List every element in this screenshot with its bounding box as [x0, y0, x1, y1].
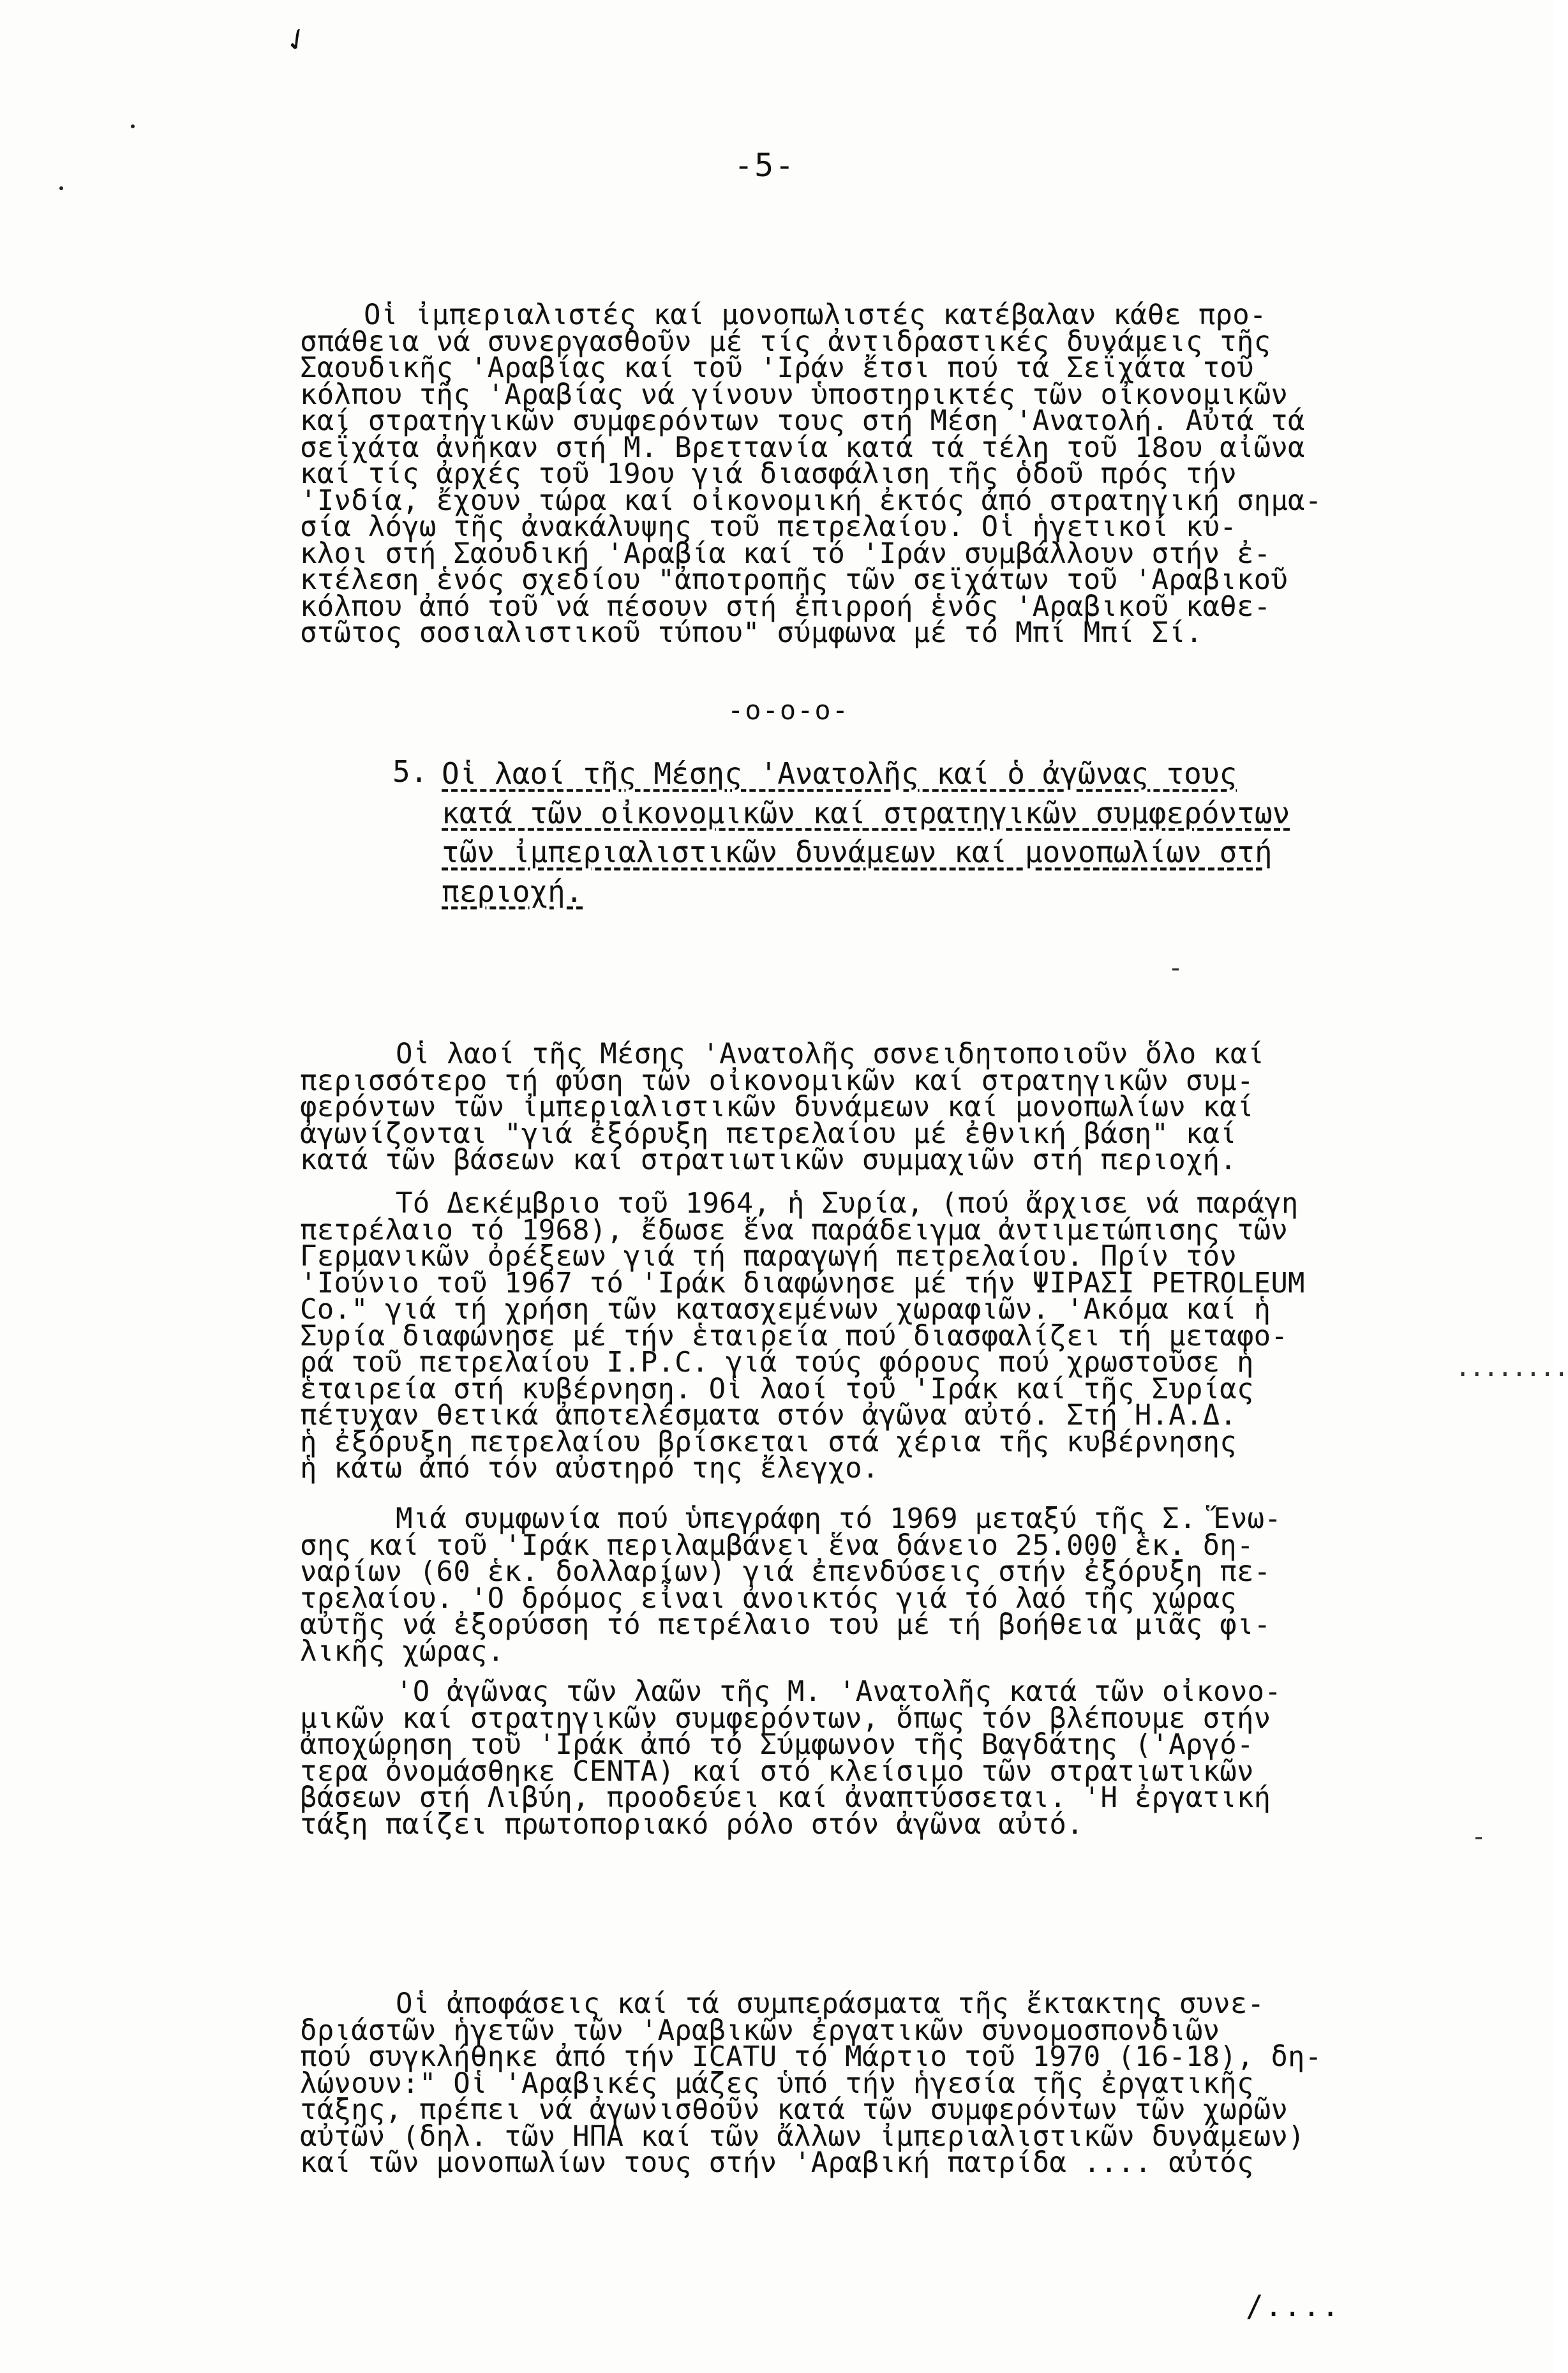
paragraph-1-text: Οἱ ἰμπεριαλιστές καί μονοπωλιστές κατέβαλαν κάθε προ- σπάθεια νά συνεργασθοῦν μέ τίς ἀντιδραστικές δυνάμεις τῆς Σαουδικῆς 'Αραβίας καί τοῦ 'Ιράν ἔτσι πού τά Σεΐχάτα τοῦ κόλπου τῆς 'Αραβίας νά γίνουν ὑποστηρικτές τῶν οἰκονομικῶν καί στρατηγικῶν συμφερόντων τους στή Μέση 'Ανατολή. Αὐτά τά σεΐχάτα ἀνῆκαν στή Μ. Βρεττανία κατά τά τέλη τοῦ 18ου αἰῶνα καί τίς ἀρχές τοῦ 19ου γιά διασφάλιση τῆς ὁδοῦ πρός τήν 'Ινδία, ἔχουν τώρα καί οἰκονομική ἐκτός ἀπό στρατηγική σημα- σία λόγω τῆς ἀνακάλυψης τοῦ πετρελαίου. Οἱ ἡγετικοί κύ- κλοι στή Σαουδική 'Αραβία καί τό 'Ιράν συμβάλλουν στήν ἐ- κτέλεση ἑνός σχεδίου "ἀποτροπῆς τῶν σεϊχάτων τοῦ 'Αραβικοῦ κόλπου ἀπό τοῦ νά πέσουν στή ἐπιρροή ἑνός 'Αραβικοῦ καθε- στῶτος σοσιαλιστικοῦ τύπου" σύμφωνα μέ τό Μπί Μπί Σί. — [300, 299, 1322, 649]
scan-speck — [131, 124, 135, 128]
margin-mark: - — [1471, 1822, 1487, 1852]
continuation-mark: /.... — [1246, 2289, 1341, 2323]
paragraph-4-text: Μιά συμφωνία πού ὑπεγράφη τό 1969 μεταξύ τῆς Σ. Ἕνω- σης καί τοῦ 'Ιράκ περιλαμβάνει ἕνα δάνειο 25.000 ἑκ. δη- ναρίων (60 ἑκ. δολλαρίων) γιά ἐπενδύσεις στήν ἐξόρυξη πε- τρελαίου. 'Ο δρόμος εἶναι ἀνοικτός γιά τό λαό τῆς χώρας αὐτῆς νά ἐξορύσση τό πετρέλαιο του μέ τή βοήθεια μιᾶς φι- λικῆς χώρας. — [300, 1502, 1281, 1668]
paragraph-6 — [300, 1938, 1554, 2229]
scan-speck — [59, 186, 63, 190]
paragraph-5-text: 'Ο ἀγῶνας τῶν λαῶν τῆς Μ. 'Ανατολῆς κατά τῶν οἰκονο- μικῶν καί στρατηγικῶν συμφερόντων, ὅπως τόν βλέπουμε στήν ἀποχώρηση τοῦ 'Ιράκ ἀπό τό Σύμφωνον τῆς Βαγδάτης ('Αργό- τερα ὀνομάσθηκε CENTA) καί στό κλείσιμο τῶν στρατιωτικῶν βάσεων στή Λιβύη, προοδεύει καί ἀναπτύσσεται. 'Η ἐργατική τάξη παίζει πρωτοποριακό ρόλο στόν ἀγῶνα αὐτό. — [300, 1675, 1281, 1841]
paragraph-5 — [300, 1626, 1554, 1890]
paragraph-6-text: Οἱ ἀποφάσεις καί τά συμπεράσματα τῆς ἔκτακτης συνε- δριάστῶν ἡγετῶν τῶν 'Αραβικῶν ἐργατικῶν συνομοσπονδιῶν πού συγκλήθηκε ἀπό τήν ICATU τό Μάρτιο τοῦ 1970 (16-18), δη- λώνουν:" Οἱ 'Αραβικές μάζες ὑπό τήν ἡγεσία τῆς ἐργατικῆς τάξης, πρέπει νά ἀγωνισθοῦν κατά τῶν συμφερόντων τῶν χωρῶν αὐτῶν (δηλ. τῶν ΗΠΑ καί τῶν ἄλλων ἰμπεριαλιστικῶν δυνάμεων) καί τῶν μονοπωλίων τους στήν 'Αραβική πατρίδα .... αὐτός — [300, 1987, 1322, 2179]
margin-mark: ........ — [1455, 1353, 1568, 1382]
section-divider: -o-o-o- — [728, 694, 850, 726]
section-heading: Οἱ λαοί τῆς Μέσης 'Ανατολῆς καί ὁ ἀγῶνας τους κατά τῶν οἰκονομικῶν καί στρατηγικῶν συμφερόντων τῶν ἰμπεριαλιστικῶν δυνάμεων καί μονοπωλίων στή περιοχή. — [442, 756, 1290, 909]
paragraph-1 — [300, 249, 1554, 700]
paragraph-3-text: Τό Δεκέμβριο τοῦ 1964, ἡ Συρία, (πού ἄρχισε νά παράγη πετρέλαιο τό 1968), ἔδωσε ἕνα παράδειγμα ἀντιμετώπισης τῶν Γερμανικῶν ὀρέξεων γιά τή παραγωγή πετρελαίου. Πρίν τόν 'Ιούνιο τοῦ 1967 τό 'Ιράκ διαφώνησε μέ τήν ΨΙΡΑΣΙ PETROLEUM Co." γιά τή χρήση τῶν κατασχεμένων χωραφιῶν. 'Ακόμα καί ἡ Συρία διαφώνησε μέ τήν ἑταιρεία πού διασφαλίζει τή μεταφο- ρά τοῦ πετρελαίου I.P.C. γιά τούς φόρους πού χρωστοῦσε ἡ ἑταιρεία στή κυβέρνηση. Οἱ λαοί τοῦ 'Ιράκ καί τῆς Συρίας πέτυχαν θετικά ἀποτελέσματα στόν ἀγῶνα αὐτό. Στή Η.Α.Δ. ἡ ἐξόρυξη πετρελαίου βρίσκεται στά χέρια τῆς κυβέρνησης ἡ κάτω ἀπό τόν αὐστηρό της ἔλεγχο. — [300, 1187, 1305, 1485]
section-number: 5. — [392, 754, 428, 789]
page-number: -5- — [734, 147, 796, 184]
scan-mark: ✓ — [277, 16, 315, 62]
paragraph-2-text: Οἱ λαοί τῆς Μέσης 'Ανατολῆς σσνειδητοποιοῦν ὅλο καί περισσότερο τή φύση τῶν οἰκονομικῶν καί στρατηγικῶν συμ- φερόντων τῶν ἰμπεριαλιστικῶν δυνάμεων καί μονοπωλίων καί ἀγωνίζονται "γιά ἐξόρυξη πετρελαίου μέ ἐθνική βάση" καί κατά τῶν βάσεων καί στρατιωτικῶν συμμαχιῶν στή περιοχή. — [300, 1038, 1265, 1176]
margin-mark: - — [1168, 954, 1184, 983]
